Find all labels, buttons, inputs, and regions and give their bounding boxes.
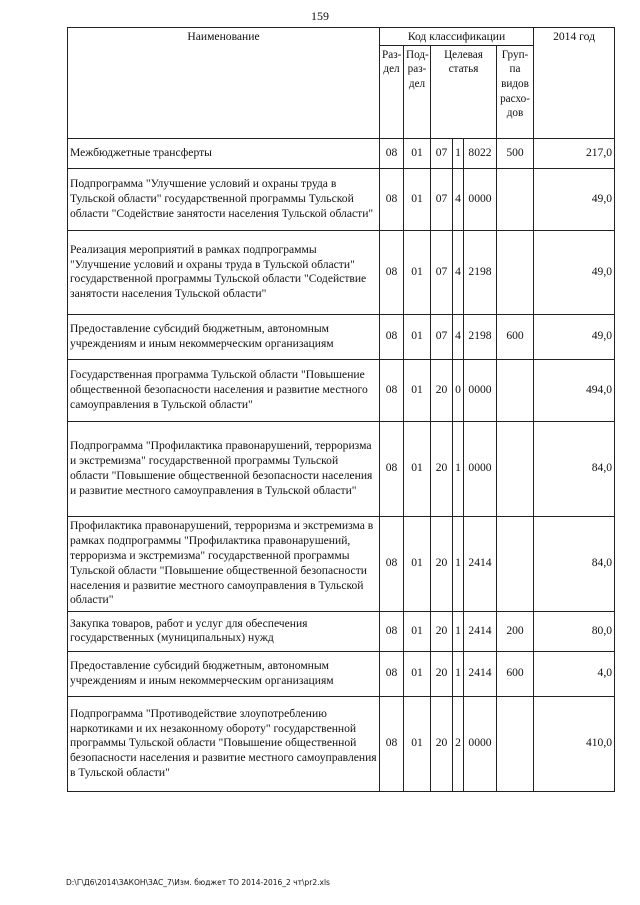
row-section: 08 [380,359,404,421]
header-year: 2014 год [534,28,615,139]
row-subsection: 01 [404,696,431,791]
row-section: 08 [380,421,404,516]
row-expense-type [497,516,534,611]
row-amount: 49,0 [534,230,615,314]
row-amount: 410,0 [534,696,615,791]
row-target-program: 20 [431,696,453,791]
row-expense-type: 200 [497,611,534,651]
row-amount: 49,0 [534,314,615,359]
row-target-subprogram: 1 [453,516,464,611]
row-name: Подпрограмма "Улучшение условий и охраны труда в Тульской области" государственной программы Тульской области "Содействие занятости населения Тульской области" [68,168,380,230]
header-section: Раз- дел [380,45,404,138]
row-target-program: 07 [431,168,453,230]
row-name: Предоставление субсидий бюджетным, автономным учреждениям и иным некоммерческим организациям [68,314,380,359]
row-section: 08 [380,230,404,314]
row-section: 08 [380,314,404,359]
header-name: Наименование [68,28,380,139]
row-subsection: 01 [404,611,431,651]
row-name: Государственная программа Тульской области "Повышение общественной безопасности населения и развитие местного самоуправления в Тульской области" [68,359,380,421]
row-amount: 84,0 [534,421,615,516]
row-section: 08 [380,651,404,696]
row-section: 08 [380,138,404,168]
row-expense-type [497,168,534,230]
row-expense-type [497,230,534,314]
page-number: 159 [311,9,329,23]
row-target-direction: 8022 [464,138,497,168]
table-row [68,168,615,230]
header-expense-group: Груп- па видов расхо- дов [497,45,534,138]
row-name: Подпрограмма "Противодействие злоупотреблению наркотиками и их незаконному обороту" государственной программы Тульской области "Повышение общественной безопасности населения и развитие местного самоуправления в Тульской области" [68,696,380,791]
row-amount: 4,0 [534,651,615,696]
header-code: Код классификации [380,28,534,46]
row-target-subprogram: 1 [453,611,464,651]
row-subsection: 01 [404,421,431,516]
row-target-direction: 2198 [464,314,497,359]
row-target-program: 20 [431,651,453,696]
row-name: Профилактика правонарушений, терроризма и экстремизма в рамках подпрограммы "Профилактика правонарушений, терроризма и экстремизма" государственной программы Тульской области "Повышение общественной безопасности населения и развитие местного самоуправления в Тульской области" [68,516,380,611]
row-section: 08 [380,168,404,230]
row-subsection: 01 [404,359,431,421]
row-target-subprogram: 4 [453,168,464,230]
row-amount: 84,0 [534,516,615,611]
row-target-subprogram: 1 [453,651,464,696]
table-row [68,611,615,651]
row-target-direction: 0000 [464,696,497,791]
row-target-direction: 2198 [464,230,497,314]
row-target-subprogram: 4 [453,314,464,359]
table-row [68,516,615,611]
table-row [68,696,615,791]
row-expense-type: 600 [497,314,534,359]
table-row [68,230,615,314]
row-expense-type [497,696,534,791]
budget-table [67,27,615,792]
table-row [68,421,615,516]
row-target-program: 07 [431,230,453,314]
row-target-program: 07 [431,314,453,359]
row-target-program: 07 [431,138,453,168]
row-target-subprogram: 4 [453,230,464,314]
table-row [68,651,615,696]
row-target-program: 20 [431,611,453,651]
row-target-direction: 2414 [464,611,497,651]
footer-file-path: D:\Г\Д6\2014\ЗАКОН\ЗАС_7\Изм. бюджет ТО 2014-2016_2 чт\pr2.xls [66,878,330,887]
row-name: Реализация мероприятий в рамках подпрограммы "Улучшение условий и охраны труда в Тульской области" государственной программы Тульской области "Содействие занятости населения Тульской области" [68,230,380,314]
row-name: Предоставление субсидий бюджетным, автономным учреждениям и иным некоммерческим организациям [68,651,380,696]
row-amount: 494,0 [534,359,615,421]
row-name: Межбюджетные трансферты [68,138,380,168]
header-subsection: Под- раз- дел [404,45,431,138]
table-row [68,314,615,359]
row-section: 08 [380,611,404,651]
row-subsection: 01 [404,230,431,314]
row-subsection: 01 [404,138,431,168]
row-target-program: 20 [431,421,453,516]
row-expense-type: 600 [497,651,534,696]
row-target-subprogram: 0 [453,359,464,421]
row-name: Подпрограмма "Профилактика правонарушений, терроризма и экстремизма" государственной программы Тульской области "Повышение общественной безопасности населения и развитие местного самоуправления в Тульской области" [68,421,380,516]
row-target-direction: 2414 [464,516,497,611]
header-target-article: Целевая статья [431,45,497,138]
table-row [68,359,615,421]
row-amount: 80,0 [534,611,615,651]
row-section: 08 [380,696,404,791]
row-subsection: 01 [404,314,431,359]
row-expense-type: 500 [497,138,534,168]
row-target-subprogram: 2 [453,696,464,791]
row-expense-type [497,359,534,421]
row-target-program: 20 [431,516,453,611]
row-target-direction: 0000 [464,168,497,230]
row-target-direction: 2414 [464,651,497,696]
row-name: Закупка товаров, работ и услуг для обеспечения государственных (муниципальных) нужд [68,611,380,651]
row-target-subprogram: 1 [453,421,464,516]
row-target-program: 20 [431,359,453,421]
table-row [68,138,615,168]
row-expense-type [497,421,534,516]
row-subsection: 01 [404,168,431,230]
row-amount: 217,0 [534,138,615,168]
row-target-subprogram: 1 [453,138,464,168]
row-target-direction: 0000 [464,359,497,421]
row-amount: 49,0 [534,168,615,230]
row-section: 08 [380,516,404,611]
row-subsection: 01 [404,516,431,611]
row-subsection: 01 [404,651,431,696]
row-target-direction: 0000 [464,421,497,516]
